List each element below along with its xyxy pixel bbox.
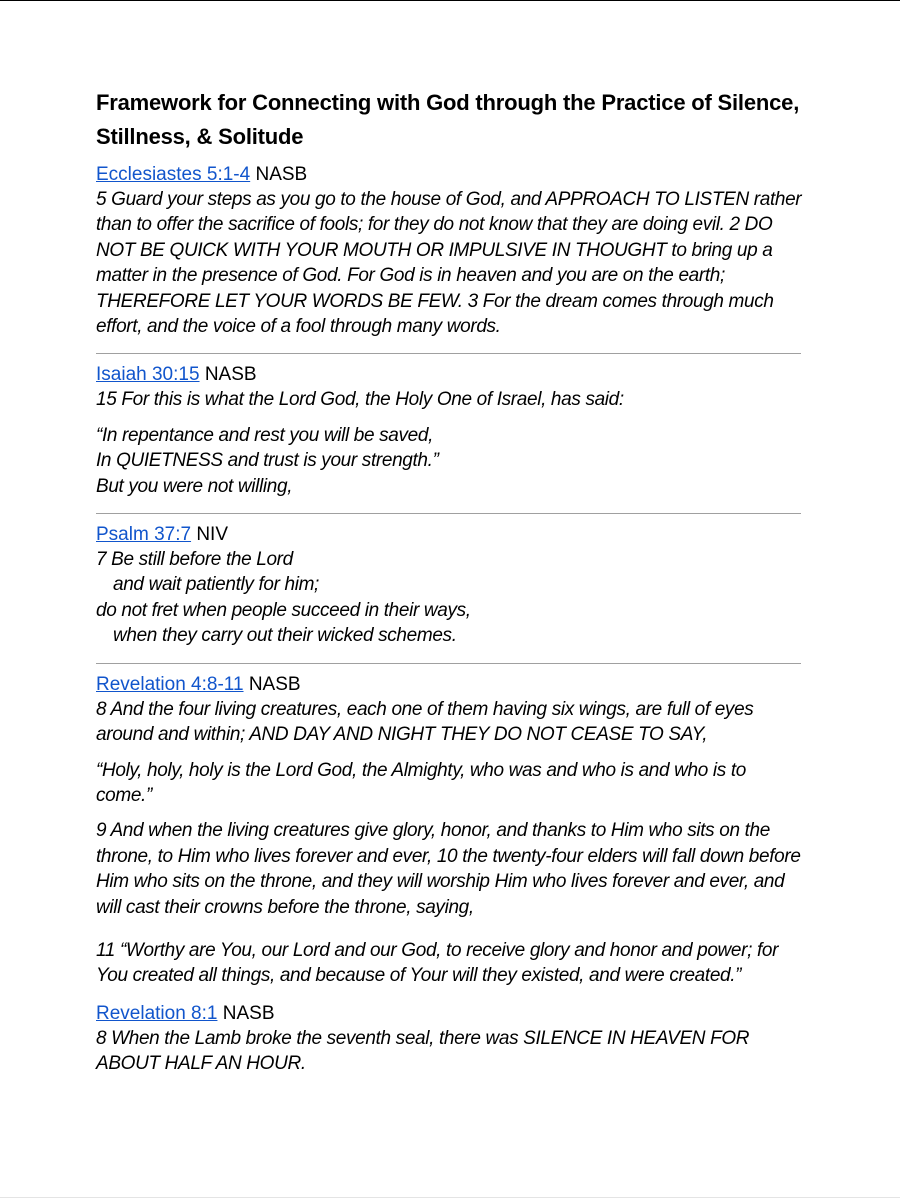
verse-text: 9 And when the living creatures give glory, honor, and thanks to Him who sits on the throne, to Him who lives forever and ever, 10 the twenty-four elders will fall down before Him who sits on the throne, and they will worship Him who lives forever and ever, and will cast their crowns before the throne, saying,	[96, 820, 801, 918]
bible-version: NASB	[248, 673, 301, 695]
section-divider	[96, 513, 801, 514]
section-isaiah	[96, 362, 806, 499]
verse-poem	[96, 423, 806, 499]
verse-text: 5 Guard your steps as you go to the house of God, and APPROACH TO LISTEN rather than to offer the sacrifice of fools; for they do not know that they are doing evil. 2 DO NOT BE QUICK WITH YOUR MOUTH OR IMPULSIVE IN THOUGHT to bring up a matter in the presence of God. For God is in heaven and you are on the earth; THEREFORE LET YOUR WORDS BE FEW. 3 For the dream comes through much effort, and the voice of a fool through many words.	[96, 189, 802, 338]
reference-link-isaiah[interactable]: Isaiah 30:15	[96, 364, 200, 386]
bible-version: NASB	[222, 1002, 275, 1024]
reference-link-revelation-4[interactable]: Revelation 4:8-11	[96, 673, 244, 695]
bible-version: NIV	[196, 524, 229, 546]
verse-line: But you were not willing,	[96, 475, 293, 497]
verse-line: 7 Be still before the Lord	[96, 549, 293, 571]
page-bottom-border	[0, 1197, 900, 1198]
verse-intro: 15 For this is what the Lord God, the Holy One of Israel, has said:	[96, 389, 624, 411]
bible-version: NASB	[204, 364, 257, 386]
verse-line: when they carry out their wicked schemes.	[113, 625, 457, 647]
section-revelation-4	[96, 672, 806, 989]
verse-line: In QUIETNESS and trust is your strength.”	[96, 450, 439, 472]
verse-line: and wait patiently for him;	[113, 574, 319, 596]
reference-link-ecclesiastes[interactable]: Ecclesiastes 5:1-4	[96, 164, 251, 185]
document-body	[96, 86, 806, 1077]
section-ecclesiastes	[96, 162, 806, 339]
reference-link-revelation-8[interactable]: Revelation 8:1	[96, 1002, 218, 1024]
section-revelation-8	[96, 1001, 806, 1077]
section-divider	[96, 663, 801, 664]
verse-line: “In repentance and rest you will be saved,	[96, 424, 434, 446]
reference-line	[96, 1001, 806, 1026]
verse-text: 11 “Worthy are You, our Lord and our God, to receive glory and honor and power; for You created all things, and because of Your will they existed, and were created.”	[96, 939, 779, 987]
reference-line	[96, 362, 806, 387]
reference-link-psalm[interactable]: Psalm 37:7	[96, 524, 192, 546]
reference-line	[96, 672, 806, 697]
bible-version: NASB	[255, 164, 308, 185]
verse-line: do not fret when people succeed in their ways,	[96, 599, 471, 621]
reference-line	[96, 522, 806, 547]
section-psalm	[96, 522, 806, 649]
verse-text: “Holy, holy, holy is the Lord God, the Almighty, who was and who is and who is to come.”	[96, 759, 747, 806]
verse-text: 8 And the four living creatures, each one of them having six wings, are full of eyes around and within; AND DAY AND NIGHT THEY DO NOT CEASE TO SAY,	[96, 698, 754, 746]
page-top-border	[0, 0, 900, 1]
document-title: Framework for Connecting with God through the Practice of Silence, Stillness, & Solitude	[96, 90, 800, 149]
section-divider	[96, 353, 801, 354]
verse-text: 8 When the Lamb broke the seventh seal, there was SILENCE IN HEAVEN FOR ABOUT HALF AN HOUR.	[96, 1027, 750, 1075]
reference-line	[96, 162, 806, 187]
